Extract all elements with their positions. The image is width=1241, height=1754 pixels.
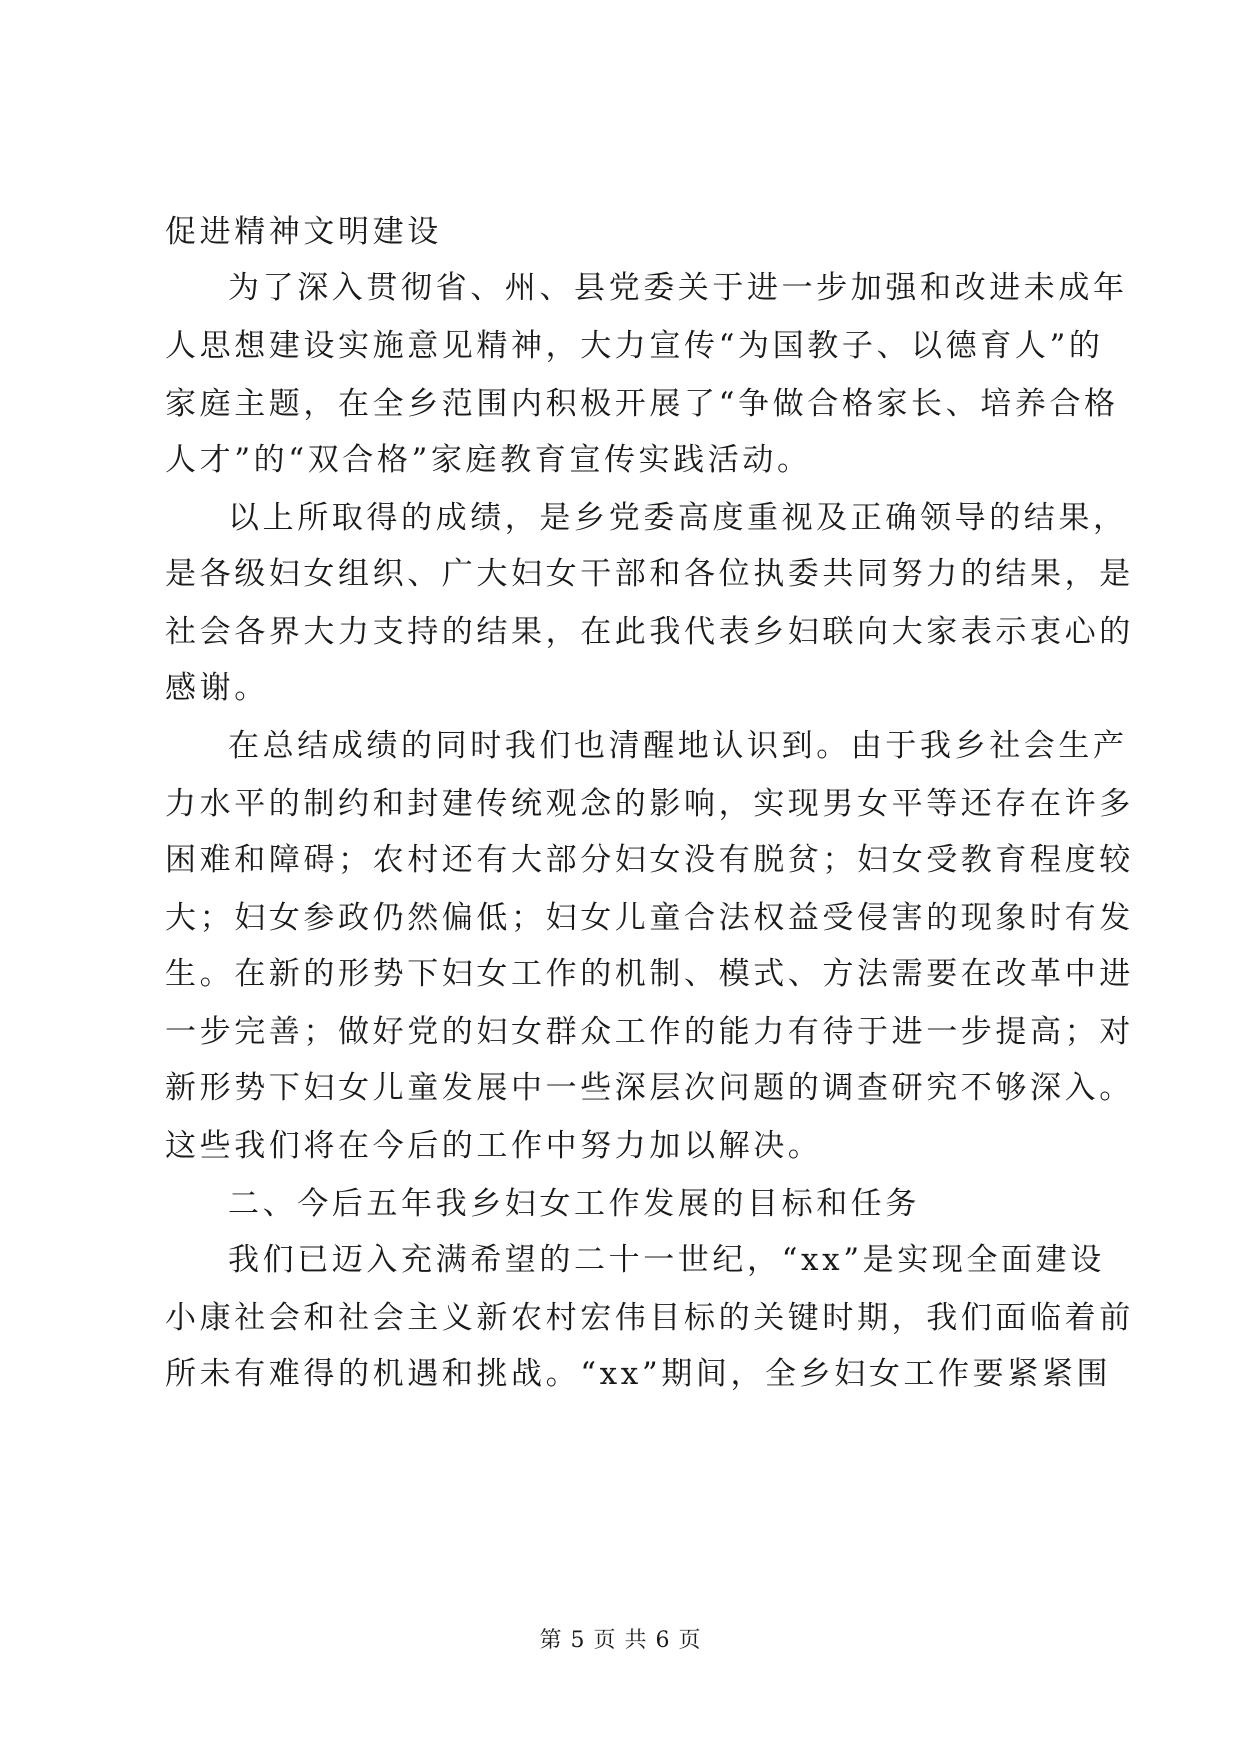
section-heading: 二、今后五年我乡妇女工作发展的目标和任务 [228,1186,920,1222]
text-line: 以上所取得的成绩，是乡党委高度重视及正确领导的结果， [228,500,1128,536]
text-line: 促进精神文明建设 [165,214,442,250]
text-line: 一步完善；做好党的妇女群众工作的能力有待于进一步提高；对 [165,1014,1134,1050]
text-line: 大；妇女参政仍然偏低；妇女儿童合法权益受侵害的现象时有发 [165,900,1134,936]
text-line: 这些我们将在今后的工作中努力加以解决。 [165,1128,823,1164]
text-line: 小康社会和社会主义新农村宏伟目标的关键时期，我们面临着前 [165,1300,1134,1336]
text-line: 人才”的“双合格”家庭教育宣传实践活动。 [165,442,812,478]
text-line: 新形势下妇女儿童发展中一些深层次问题的调查研究不够深入。 [165,1070,1134,1106]
text-line: 我们已迈入充满希望的二十一世纪，“xx”是实现全面建设 [228,1242,1105,1278]
text-line: 所未有难得的机遇和挑战。“xx”期间，全乡妇女工作要紧紧围 [165,1356,1112,1392]
page-number-footer: 第 5 页 共 6 页 [539,1628,702,1653]
text-line: 家庭主题，在全乡范围内积极开展了“争做合格家长、培养合格 [165,386,1119,422]
text-line: 生。在新的形势下妇女工作的机制、模式、方法需要在改革中进 [165,956,1134,992]
text-line: 人思想建设实施意见精神，大力宣传“为国教子、以德育人”的 [165,328,1104,364]
text-line: 社会各界大力支持的结果，在此我代表乡妇联向大家表示衷心的 [165,614,1134,650]
text-line: 是各级妇女组织、广大妇女干部和各位执委共同努力的结果，是 [165,556,1134,592]
text-line: 感谢。 [165,670,269,706]
text-line: 在总结成绩的同时我们也清醒地认识到。由于我乡社会生产 [228,728,1128,764]
text-line: 困难和障碍；农村还有大部分妇女没有脱贫；妇女受教育程度较 [165,842,1134,878]
text-line: 力水平的制约和封建传统观念的影响，实现男女平等还存在许多 [165,786,1134,822]
text-line: 为了深入贯彻省、州、县党委关于进一步加强和改进未成年 [228,270,1128,306]
